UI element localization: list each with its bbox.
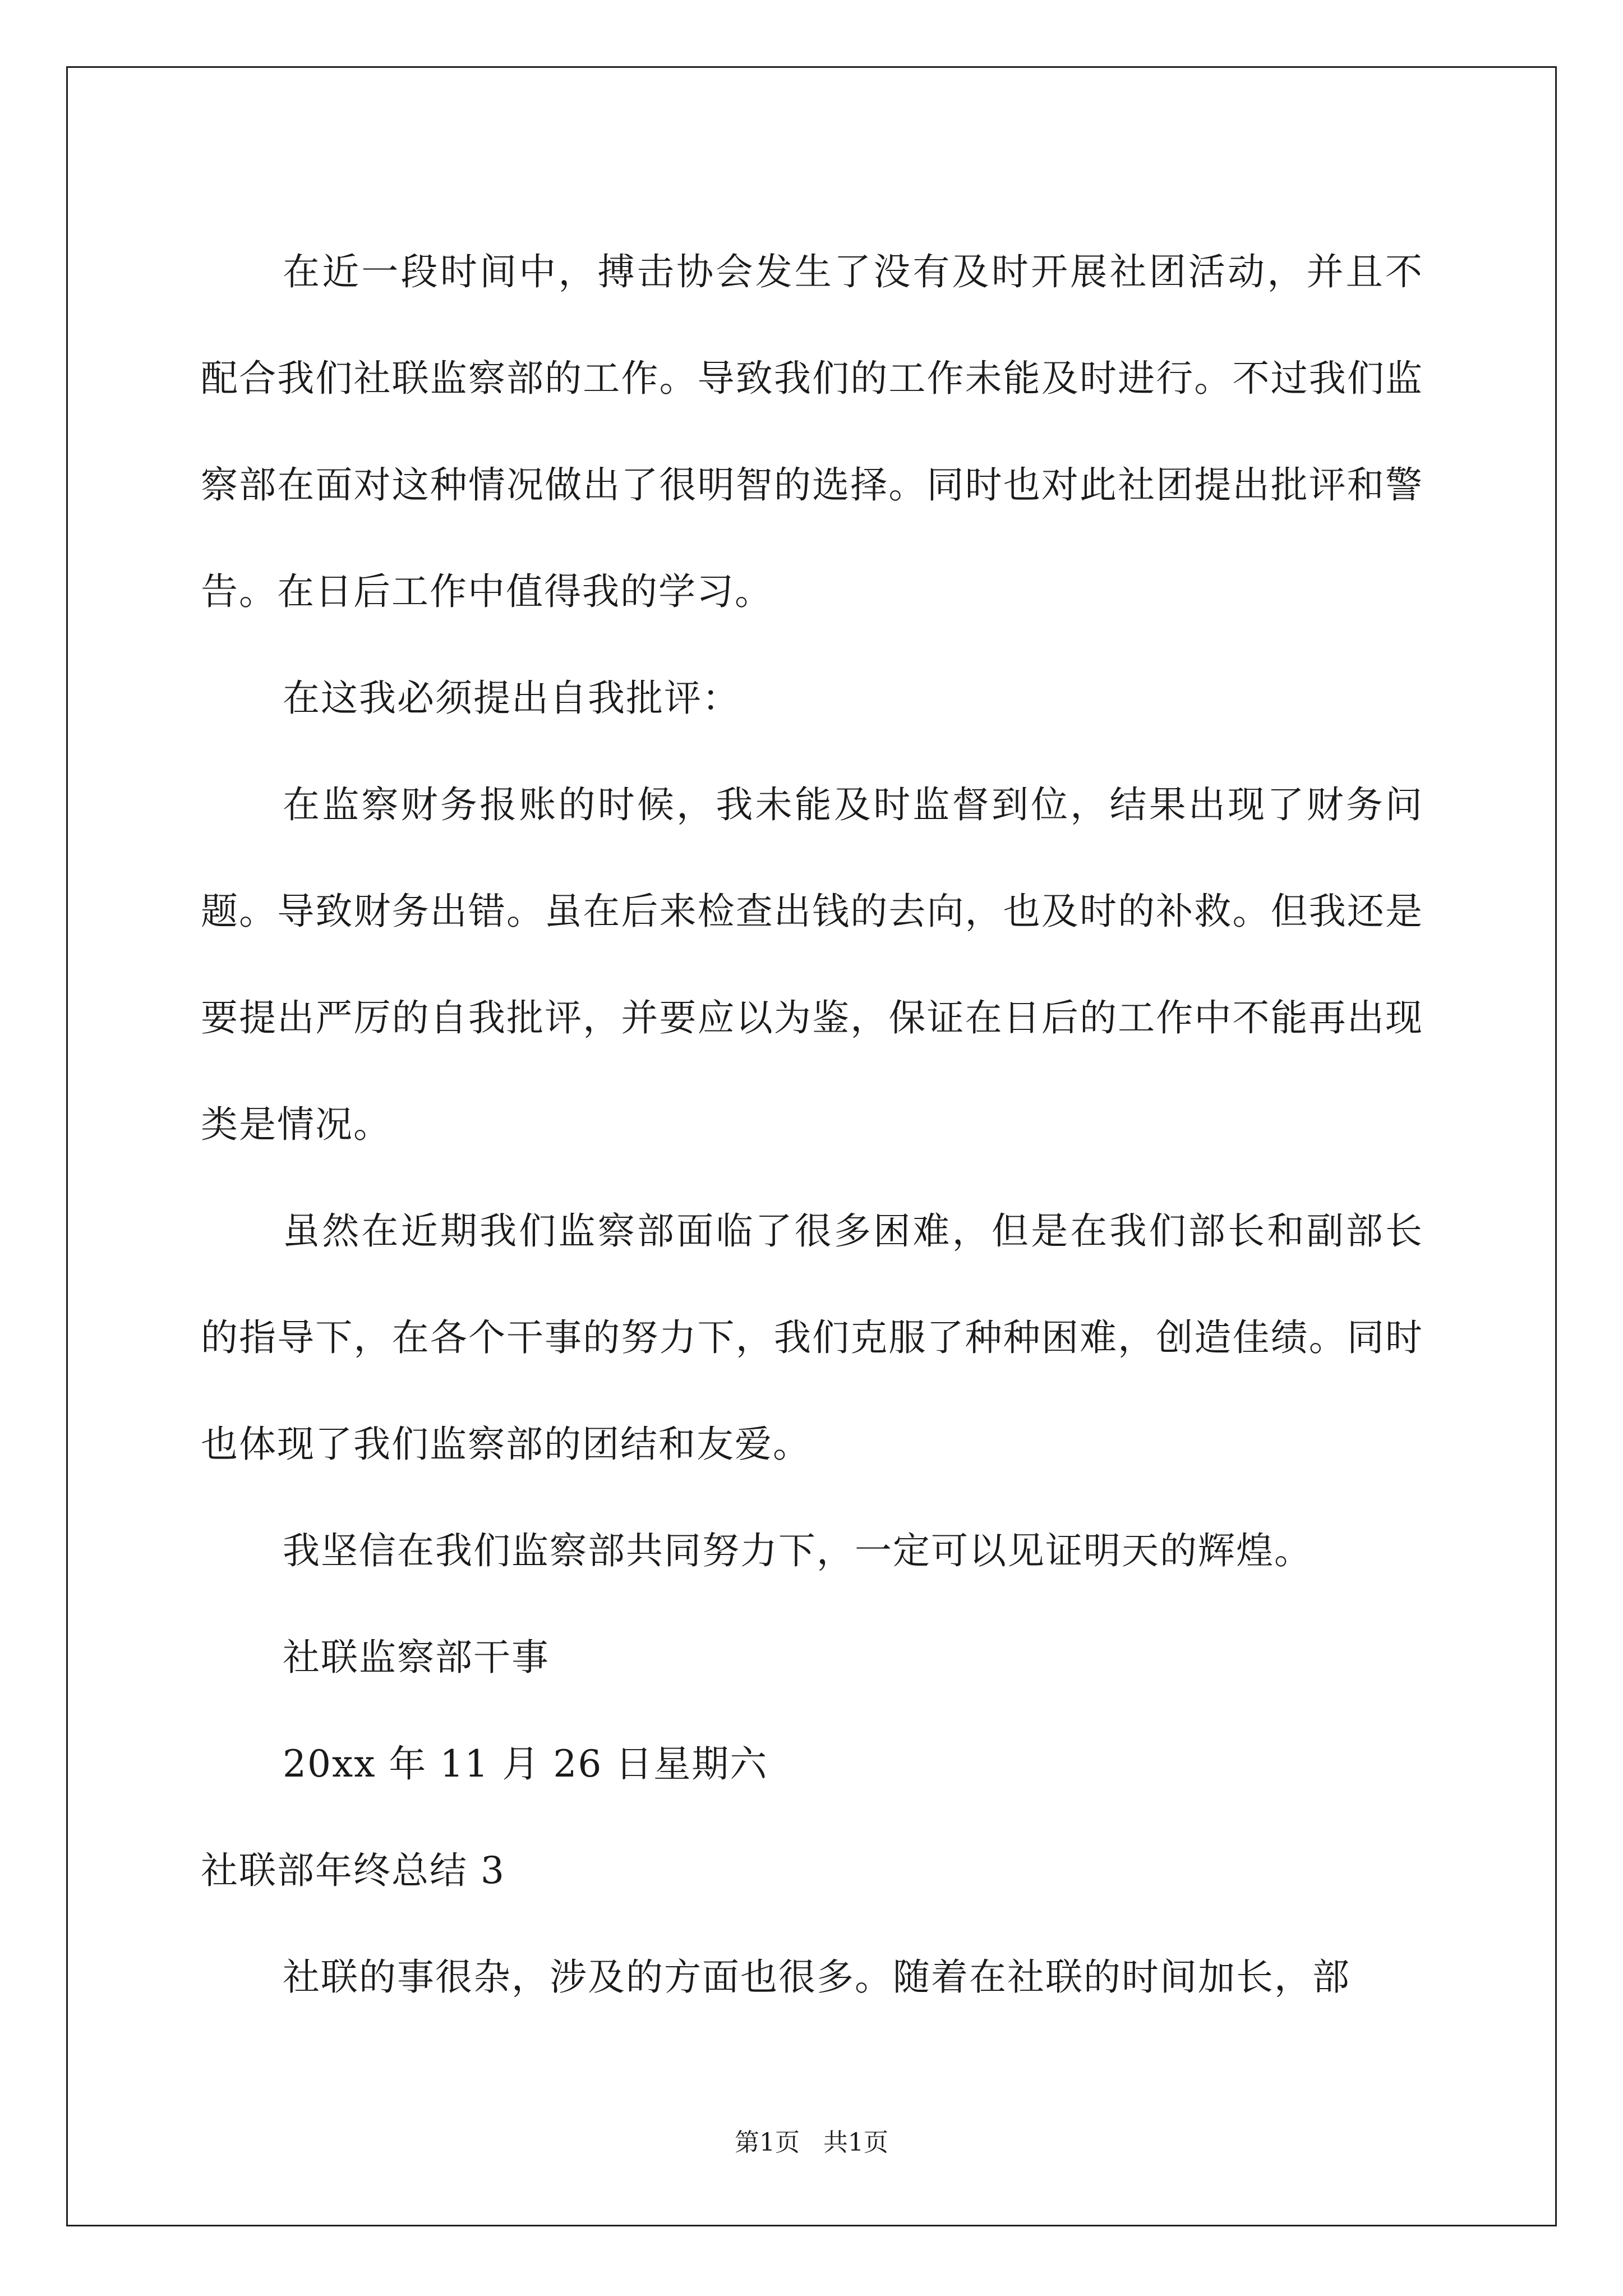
- paragraph: 在近一段时间中，搏击协会发生了没有及时开展社团活动，并且不配合我们社联监察部的工作。导致我们的工作未能及时进行。不过我们监察部在面对这种情况做出了很明智的选择。同时也对此社团提出批评和警告。在日后工作中值得我的学习。: [201, 250, 1423, 613]
- paragraph: 在监察财务报账的时候，我未能及时监督到位，结果出现了财务问题。导致财务出错。虽在后来检查出钱的去向，也及时的补救。但我还是要提出严厉的自我批评，并要应以为鉴，保证在日后的工作中不能再出现类是情况。: [201, 783, 1423, 1146]
- signature-department: 社联监察部干事: [283, 1636, 550, 1679]
- paragraph: 我坚信在我们监察部共同努力下，一定可以见证明天的辉煌。: [283, 1529, 1312, 1572]
- paragraph: 在这我必须提出自我批评：: [283, 677, 740, 720]
- signature-date: 20xx 年 11 月 26 日星期六: [283, 1742, 768, 1786]
- page-footer: 第1页 共1页: [735, 2128, 888, 2157]
- paragraph: 社联的事很杂，涉及的方面也很多。随着在社联的时间加长，部: [283, 1955, 1350, 1999]
- document-body: [201, 219, 1423, 2031]
- paragraph: 虽然在近期我们监察部面临了很多困难，但是在我们部长和副部长的指导下，在各个干事的努力下，我们克服了种种困难，创造佳绩。同时也体现了我们监察部的团结和友爱。: [201, 1209, 1423, 1466]
- section-heading: 社联部年终总结 3: [201, 1849, 505, 1892]
